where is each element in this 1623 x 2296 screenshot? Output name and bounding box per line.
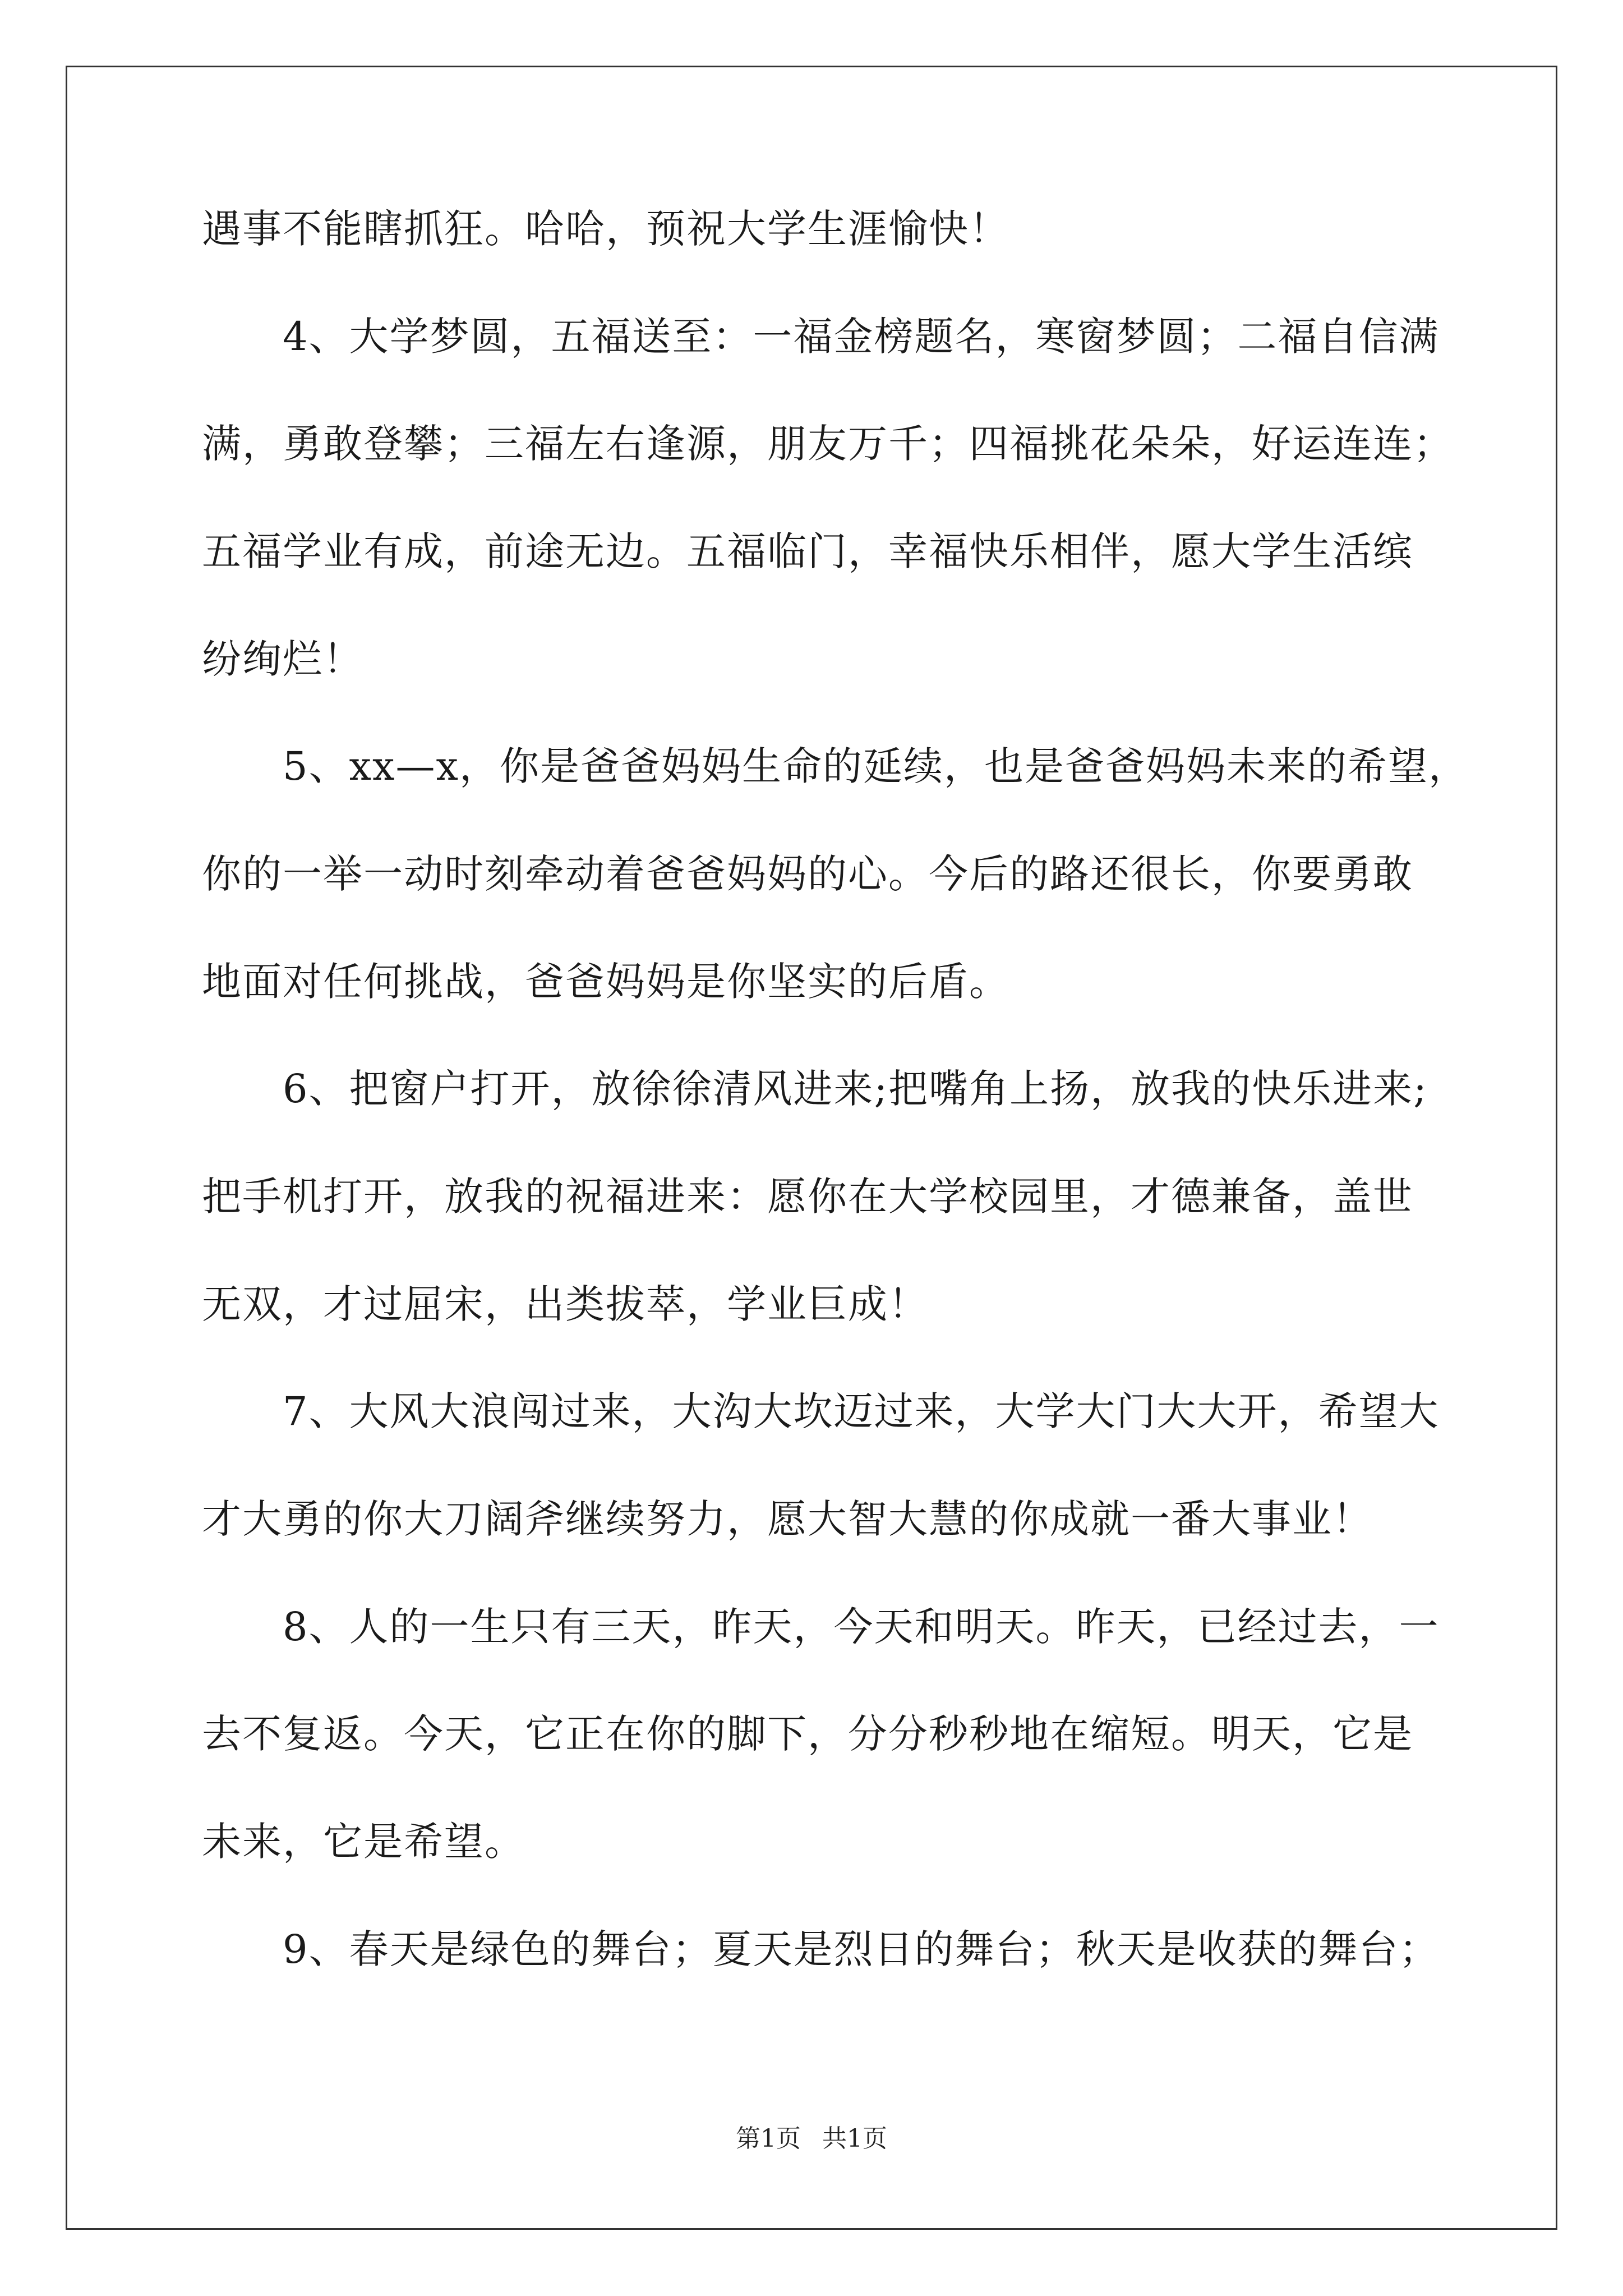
- text-line: 6、把窗户打开，放徐徐清风进来;把嘴角上扬，放我的快乐进来;: [202, 1066, 1428, 1112]
- page-footer: [0, 2122, 1623, 2156]
- text-line: 去不复返。今天，它正在你的脚下，分分秒秒地在缩短。明天，它是: [202, 1711, 1413, 1757]
- page-total: 共1页: [822, 2124, 887, 2153]
- text-line: 5、xx—x，你是爸爸妈妈生命的延续，也是爸爸妈妈未来的希望，: [202, 743, 1469, 789]
- text-line: 无双，才过屈宋，出类拔萃，学业巨成！: [202, 1281, 929, 1327]
- text-line: 满，勇敢登攀；三福左右逢源，朋友万千；四福挑花朵朵，好运连连；: [202, 421, 1454, 467]
- text-line: 纷绚烂！: [202, 636, 363, 682]
- text-line: 8、人的一生只有三天，昨天，今天和明天。昨天，已经过去，一: [202, 1604, 1440, 1650]
- text-line: 地面对任何挑战，爸爸妈妈是你坚实的后盾。: [202, 959, 1009, 1005]
- text-line: 你的一举一动时刻牵动着爸爸妈妈的心。今后的路还很长，你要勇敢: [202, 851, 1413, 897]
- text-line: 4、大学梦圆，五福送至：一福金榜题名，寒窗梦圆；二福自信满: [202, 314, 1440, 360]
- page-number: 第1页: [736, 2124, 801, 2153]
- text-line: 才大勇的你大刀阔斧继续努力，愿大智大慧的你成就一番大事业！: [202, 1496, 1373, 1542]
- text-line: 9、春天是绿色的舞台；夏天是烈日的舞台；秋天是收获的舞台；: [202, 1926, 1440, 1972]
- text-line: 未来，它是希望。: [202, 1819, 525, 1865]
- text-line: 7、大风大浪闯过来，大沟大坎迈过来，大学大门大大开，希望大: [202, 1388, 1440, 1434]
- page-border: [66, 66, 1557, 2230]
- text-line: 遇事不能瞎抓狂。哈哈，预祝大学生涯愉快！: [202, 206, 1009, 252]
- text-line: 五福学业有成，前途无边。五福临门，幸福快乐相伴，愿大学生活缤: [202, 528, 1413, 574]
- text-line: 把手机打开，放我的祝福进来：愿你在大学校园里，才德兼备，盖世: [202, 1174, 1413, 1220]
